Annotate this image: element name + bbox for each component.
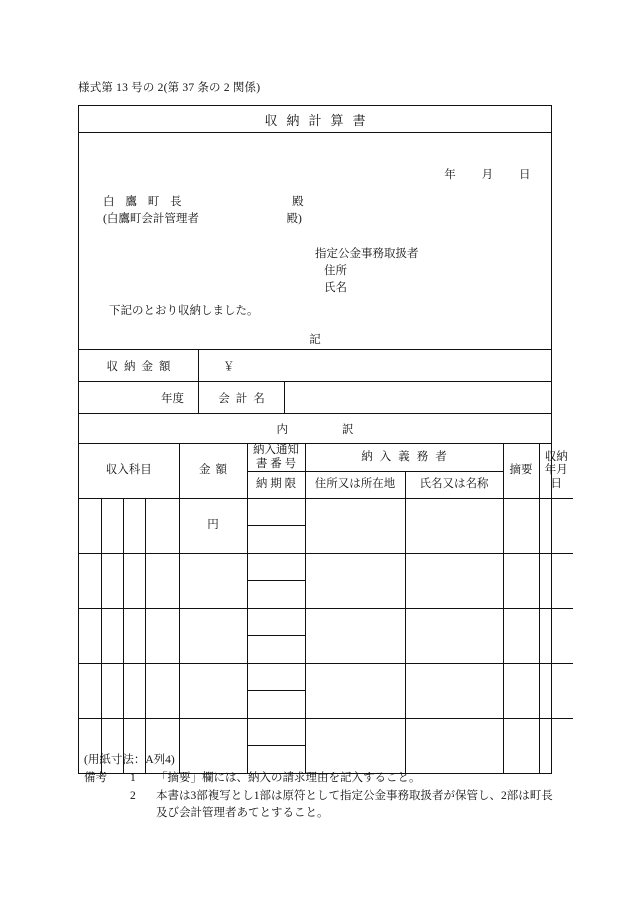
date-month-label: 月: [481, 169, 494, 181]
fiscal-year-row: [79, 382, 551, 414]
cell-due-date[interactable]: [248, 691, 305, 718]
header-due-date: 納 期 限: [247, 472, 305, 499]
fiscal-year-label[interactable]: 年度: [79, 382, 199, 413]
cell-notice-duedate: [247, 609, 305, 664]
header-receipt-date-line3: 日: [550, 477, 562, 490]
cell-remarks[interactable]: [503, 554, 539, 609]
addressee-accountant-name: (白鷹町会計管理者: [103, 213, 199, 225]
statement-text: 下記のとおり収納しました。: [109, 305, 259, 317]
note-1-number: 1: [130, 771, 136, 784]
cell-revenue-item-d[interactable]: [145, 664, 179, 719]
paper-size-note: (用紙寸法：A列4): [84, 754, 175, 766]
cell-obligor-address[interactable]: [305, 609, 405, 664]
note-2-continuation: 及び会計管理者あてとすること。: [156, 807, 329, 820]
cell-remarks[interactable]: [503, 609, 539, 664]
date-day-label: 日: [519, 169, 531, 181]
cell-obligor-address[interactable]: [305, 554, 405, 609]
cell-notice-duedate: [247, 554, 305, 609]
cell-obligor-address[interactable]: [305, 664, 405, 719]
header-notice-number-line2: 書 番 号: [255, 457, 297, 470]
cell-revenue-item-d[interactable]: [145, 554, 179, 609]
table-row: [79, 499, 573, 554]
cell-notice-number[interactable]: [248, 719, 305, 746]
header-notice-number: [247, 444, 305, 472]
cell-due-date[interactable]: [248, 526, 305, 553]
note-2-text: 本書は3部複写とし1部は原符として指定公金事務取扱者が保管し、2部は町長: [156, 789, 553, 802]
cell-revenue-item-a[interactable]: [79, 554, 101, 609]
cell-obligor-address[interactable]: [305, 499, 405, 554]
addressee-mayor-honorific: 殿: [292, 196, 304, 208]
form-frame: [78, 105, 568, 774]
header-obligor: 納入義務者: [305, 444, 503, 472]
cell-amount[interactable]: [179, 554, 247, 609]
note-2-number: 2: [130, 789, 136, 802]
cell-notice-duedate: [247, 499, 305, 554]
header-notice-number-line1: 納入通知: [253, 444, 299, 456]
cell-receipt-date[interactable]: [539, 554, 573, 609]
submitter-name-label: 氏名: [324, 282, 347, 294]
cell-revenue-item-a[interactable]: [79, 609, 101, 664]
title-band: [79, 106, 551, 133]
cell-remarks[interactable]: [503, 499, 539, 554]
cell-obligor-name[interactable]: [405, 664, 503, 719]
document-title: 収納計算書: [264, 112, 375, 128]
header-remarks: 摘要: [503, 444, 539, 499]
breakdown-table: [79, 444, 573, 773]
cell-receipt-date[interactable]: [539, 499, 573, 554]
ki-mark: 記: [309, 334, 321, 346]
header-receipt-date-line2: 年月: [544, 464, 568, 477]
cell-amount[interactable]: 円: [179, 499, 247, 554]
cell-notice-number[interactable]: [248, 609, 305, 636]
cell-obligor-name[interactable]: [405, 554, 503, 609]
account-label: 会計名: [199, 382, 285, 413]
addressee-line-mayor: [103, 194, 304, 211]
notes-label: 備考: [84, 771, 107, 784]
cell-revenue-item-a[interactable]: [79, 499, 101, 554]
header-obligor-address: 住所又は所在地: [305, 472, 405, 499]
addressee-block: [103, 194, 304, 228]
header-revenue-item: 収入科目: [79, 444, 179, 499]
addressee-mayor-name: 白 鷹 町 長: [103, 196, 186, 208]
footnotes: [84, 752, 554, 823]
cell-notice-duedate: [247, 664, 305, 719]
account-value[interactable]: [285, 382, 551, 413]
cell-revenue-item-d[interactable]: [145, 499, 179, 554]
submitter-block: [315, 246, 419, 297]
cell-revenue-item-b[interactable]: [101, 664, 123, 719]
cell-amount[interactable]: [179, 664, 247, 719]
cell-amount[interactable]: [179, 609, 247, 664]
addressee-accountant-honorific: 殿): [286, 213, 302, 225]
cell-revenue-item-b[interactable]: [101, 554, 123, 609]
cell-revenue-item-c[interactable]: [123, 554, 145, 609]
header-obligor-name: 氏名又は名称: [405, 472, 503, 499]
breakdown-section-header: [79, 414, 551, 444]
note-1-text: 「摘要」欄には、納入の請求理由を記入すること。: [156, 771, 421, 784]
cell-receipt-date[interactable]: [539, 609, 573, 664]
cell-revenue-item-b[interactable]: [101, 609, 123, 664]
cell-obligor-name[interactable]: [405, 609, 503, 664]
header-receipt-date-line1: 収納: [544, 450, 568, 463]
cell-remarks[interactable]: [503, 664, 539, 719]
breakdown-section-title: 内訳: [276, 423, 408, 436]
table-row: [79, 609, 573, 664]
date-year-label: 年: [444, 169, 457, 181]
table-row: [79, 664, 573, 719]
cell-receipt-date[interactable]: [539, 664, 573, 719]
amount-row: [79, 350, 551, 382]
breakdown-header-row-1: [79, 444, 573, 472]
submitter-address-label: 住所: [324, 265, 347, 277]
cell-due-date[interactable]: [248, 581, 305, 608]
cell-due-date[interactable]: [248, 636, 305, 663]
cell-revenue-item-b[interactable]: [101, 499, 123, 554]
cell-notice-number[interactable]: [248, 499, 305, 526]
cell-revenue-item-c[interactable]: [123, 664, 145, 719]
date-line: [444, 166, 531, 182]
header-receipt-date: [539, 444, 573, 499]
cell-notice-number[interactable]: [248, 554, 305, 581]
cell-obligor-name[interactable]: [405, 499, 503, 554]
addressee-line-accountant: [103, 211, 304, 228]
note-item-2: [84, 788, 554, 806]
preamble-block: [79, 133, 551, 350]
amount-label: 収納金額: [79, 350, 199, 381]
submitter-role: 指定公金事務取扱者: [315, 248, 419, 260]
cell-revenue-item-c[interactable]: [123, 609, 145, 664]
table-row: [79, 554, 573, 609]
cell-notice-number[interactable]: [248, 664, 305, 691]
amount-value[interactable]: ￥: [223, 360, 235, 373]
note-item-1: [84, 770, 554, 788]
form-number: 様式第 13 号の 2(第 37 条の 2 関係): [78, 82, 261, 94]
cell-revenue-item-a[interactable]: [79, 664, 101, 719]
cell-revenue-item-c[interactable]: [123, 499, 145, 554]
cell-revenue-item-d[interactable]: [145, 609, 179, 664]
header-amount: 金額: [179, 444, 247, 499]
